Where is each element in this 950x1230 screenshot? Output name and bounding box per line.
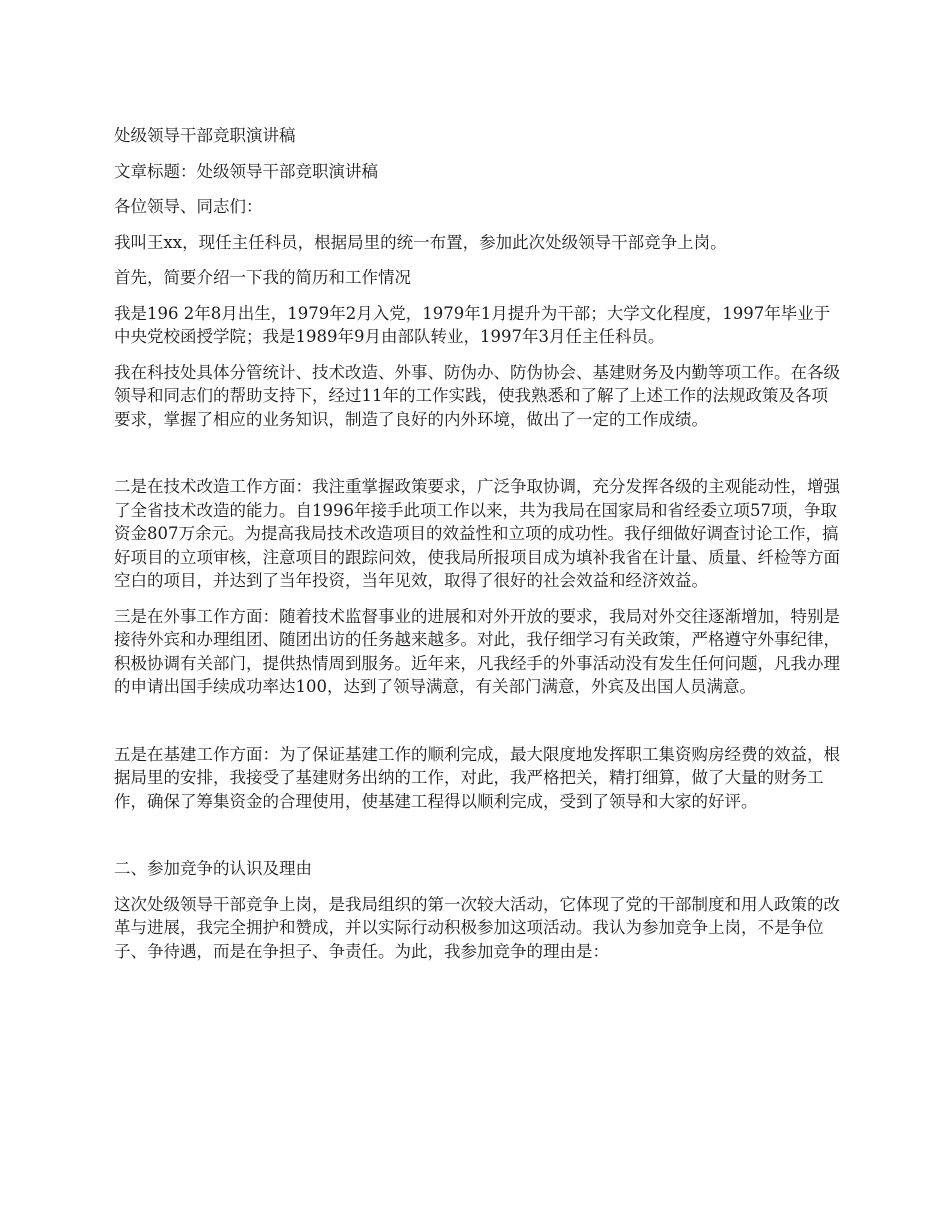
reasons-paragraph: 这次处级领导干部竞争上岗，是我局组织的第一次较大活动，它体现了党的干部制度和用人政策的改革与进展，我完全拥护和赞成，并以实际行动积极参加这项活动。我认为参加竞争上岗，不是争位子、争待遇，而是在争担子、争责任。为此，我参加竞争的理由是：	[114, 894, 840, 961]
document-title: 处级领导干部竞职演讲稿	[114, 126, 296, 145]
infrastructure-paragraph: 五是在基建工作方面：为了保证基建工作的顺利完成，最大限度地发挥职工集资购房经费的效益，根据局里的安排，我接受了基建财务出纳的工作，对此，我严格把关，精打细算，做了大量的财务工作，确保了筹集资金的合理使用，使基建工程得以顺利完成，受到了领导和大家的好评。	[114, 744, 840, 811]
paragraph-gap	[114, 443, 840, 475]
section-two-heading: 二、参加竞争的认识及理由	[114, 859, 312, 878]
salutation: 各位领导、同志们：	[114, 197, 263, 216]
article-title: 文章标题：处级领导干部竞职演讲稿	[114, 161, 378, 181]
duties-paragraph: 我在科技处具体分管统计、技术改造、外事、防伪办、防伪协会、基建财务及内勤等项工作。在各级领导和同志们的帮助支持下，经过11年的工作实践，使我熟悉和了解了上述工作的法规政策及各项要求，掌握了相应的业务知识，制造了良好的内外环境，做出了一定的工作成绩。	[114, 362, 840, 429]
technical-renovation-paragraph: 二是在技术改造工作方面：我注重掌握政策要求，广泛争取协调，充分发挥各级的主观能动性，增强了全省技术改造的能力。自1996年接手此项工作以来，共为我局在国家局和省经委立项57项，争取资金807万余元。为提高我局技术改造项目的效益性和立项的成功性。我仔细做好调查讨论工作，搞好项目的立项审核，注意项目的跟踪问效，使我局所报项目成为填补我省在计量、质量、纤检等方面空白的项目，并达到了当年投资，当年见效，取得了很好的社会效益和经济效益。	[114, 477, 840, 590]
paragraph-gap	[114, 825, 840, 857]
intro-paragraph: 我叫王xx，现任主任科员，根据局里的统一布置，参加此次处级领导干部竞争上岗。	[114, 232, 727, 252]
section-intro-heading: 首先，简要介绍一下我的简历和工作情况	[114, 268, 411, 287]
resume-paragraph: 我是196 2年8月出生，1979年2月入党，1979年1月提升为干部；大学文化程度，1997年毕业于中央党校函授学院；我是1989年9月由部队转业，1997年3月任主任科员。	[114, 303, 831, 346]
foreign-affairs-paragraph: 三是在外事工作方面：随着技术监督事业的进展和对外开放的要求，我局对外交往逐渐增加，特别是接待外宾和办理组团、随团出访的任务越来越多。对此，我仔细学习有关政策，严格遵守外事纪律，积极协调有关部门，提供热情周到服务。近年来，凡我经手的外事活动没有发生任何问题，凡我办理的申请出国手续成功率达100，达到了领导满意，有关部门满意，外宾及出国人员满意。	[114, 606, 840, 696]
paragraph-gap	[114, 711, 840, 743]
document-body	[114, 124, 840, 975]
